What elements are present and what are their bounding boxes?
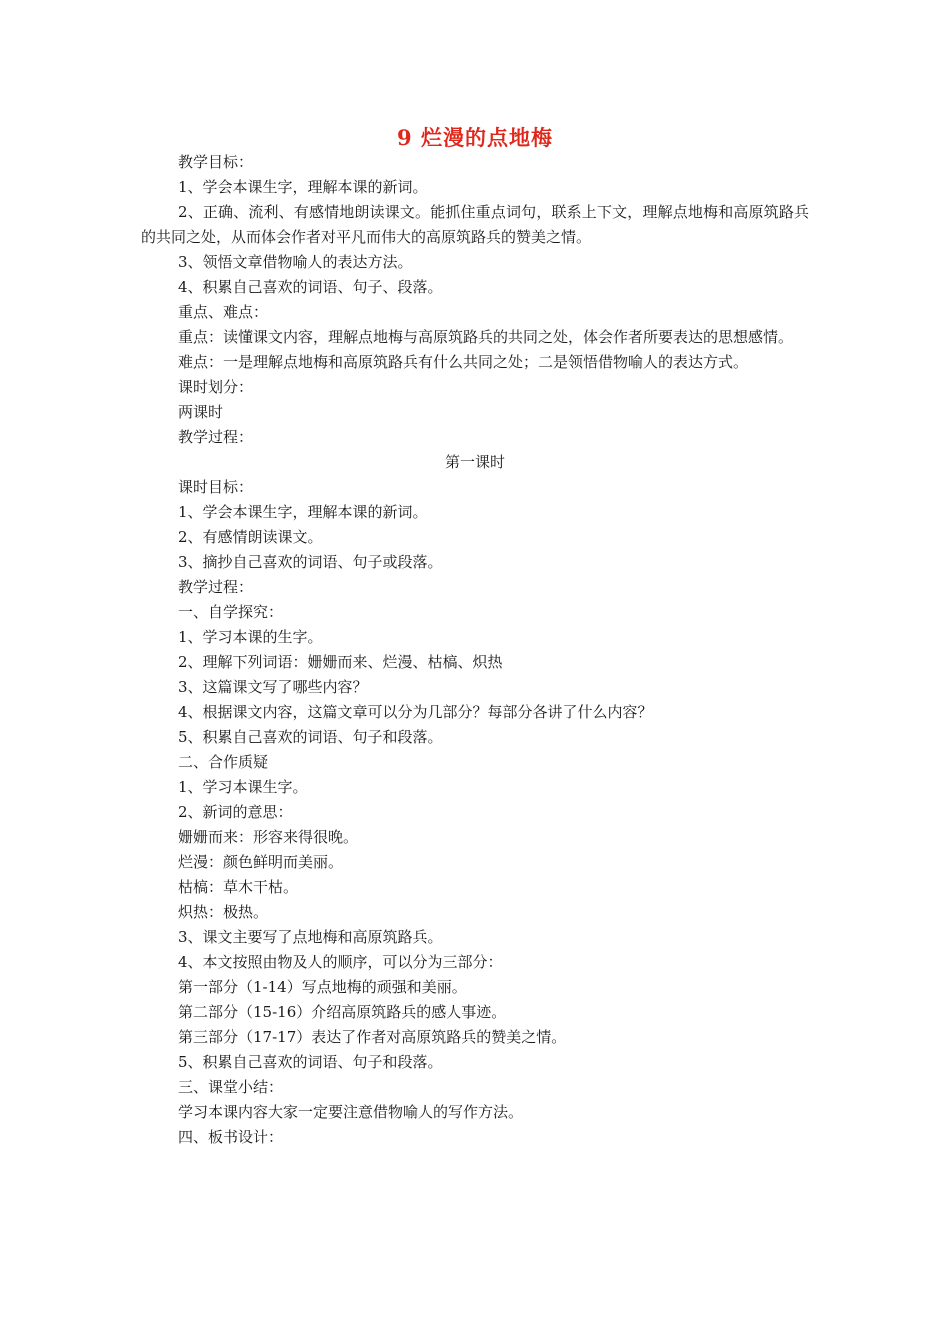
paragraph: 1、学习本课的生字。	[178, 628, 323, 646]
section-heading: 第一课时	[444, 453, 505, 471]
paragraph: 姗姗而来：形容来得很晚。	[178, 828, 359, 846]
paragraph: 学习本课内容大家一定要注意借物喻人的写作方法。	[178, 1103, 524, 1121]
paragraph: 教学过程：	[178, 428, 254, 446]
paragraph: 第二部分（15-16）介绍高原筑路兵的感人事迹。	[178, 1003, 507, 1021]
paragraph: 教学过程：	[178, 578, 254, 596]
paragraph: 两课时	[178, 403, 224, 421]
document-title: 9 烂漫的点地梅	[397, 125, 553, 150]
paragraph: 1、学习本课生字。	[178, 778, 308, 796]
paragraph: 5、积累自己喜欢的词语、句子和段落。	[178, 728, 443, 746]
paragraph: 炽热：极热。	[178, 903, 269, 921]
paragraph: 4、本文按照由物及人的顺序，可以分为三部分：	[178, 953, 503, 971]
paragraph: 2、有感情朗读课文。	[178, 528, 323, 546]
paragraph: 四、板书设计：	[178, 1128, 284, 1146]
paragraph: 一、自学探究：	[178, 603, 284, 621]
paragraph: 重点、难点：	[178, 303, 269, 321]
paragraph: 难点：一是理解点地梅和高原筑路兵有什么共同之处；二是领悟借物喻人的表达方式。	[178, 353, 749, 371]
paragraph: 3、领悟文章借物喻人的表达方法。	[178, 253, 413, 271]
paragraph: 3、摘抄自己喜欢的词语、句子或段落。	[178, 553, 443, 571]
paragraph: 2、新词的意思：	[178, 803, 293, 821]
paragraph: 课时划分：	[178, 378, 254, 396]
paragraph: 三、课堂小结：	[178, 1078, 284, 1096]
paragraph: 1、学会本课生字，理解本课的新词。	[178, 178, 428, 196]
paragraph: 课时目标：	[178, 478, 254, 496]
paragraph: 2、正确、流利、有感情地朗读课文。能抓住重点词句，联系上下文，理解点地梅和高原筑路兵的共同之处，从而体会作者对平凡而伟大的高原筑路兵的赞美之情。	[141, 203, 809, 246]
paragraph: 教学目标：	[178, 153, 254, 171]
paragraph: 枯槁：草木干枯。	[178, 878, 299, 896]
paragraph: 第一部分（1-14）写点地梅的顽强和美丽。	[178, 978, 467, 996]
paragraph: 4、积累自己喜欢的词语、句子、段落。	[178, 278, 443, 296]
paragraph: 5、积累自己喜欢的词语、句子和段落。	[178, 1053, 443, 1071]
paragraph: 二、合作质疑	[178, 753, 269, 771]
paragraph: 3、课文主要写了点地梅和高原筑路兵。	[178, 928, 443, 946]
paragraph: 烂漫：颜色鲜明而美丽。	[178, 853, 344, 871]
document-body	[141, 150, 809, 1150]
paragraph: 1、学会本课生字，理解本课的新词。	[178, 503, 428, 521]
paragraph: 第三部分（17-17）表达了作者对高原筑路兵的赞美之情。	[178, 1028, 567, 1046]
paragraph: 4、根据课文内容，这篇文章可以分为几部分？每部分各讲了什么内容？	[178, 703, 653, 721]
paragraph: 3、这篇课文写了哪些内容？	[178, 678, 368, 696]
paragraph: 2、理解下列词语：姗姗而来、烂漫、枯槁、炽热	[178, 653, 503, 671]
paragraph: 重点：读懂课文内容，理解点地梅与高原筑路兵的共同之处，体会作者所要表达的思想感情。	[178, 328, 794, 346]
